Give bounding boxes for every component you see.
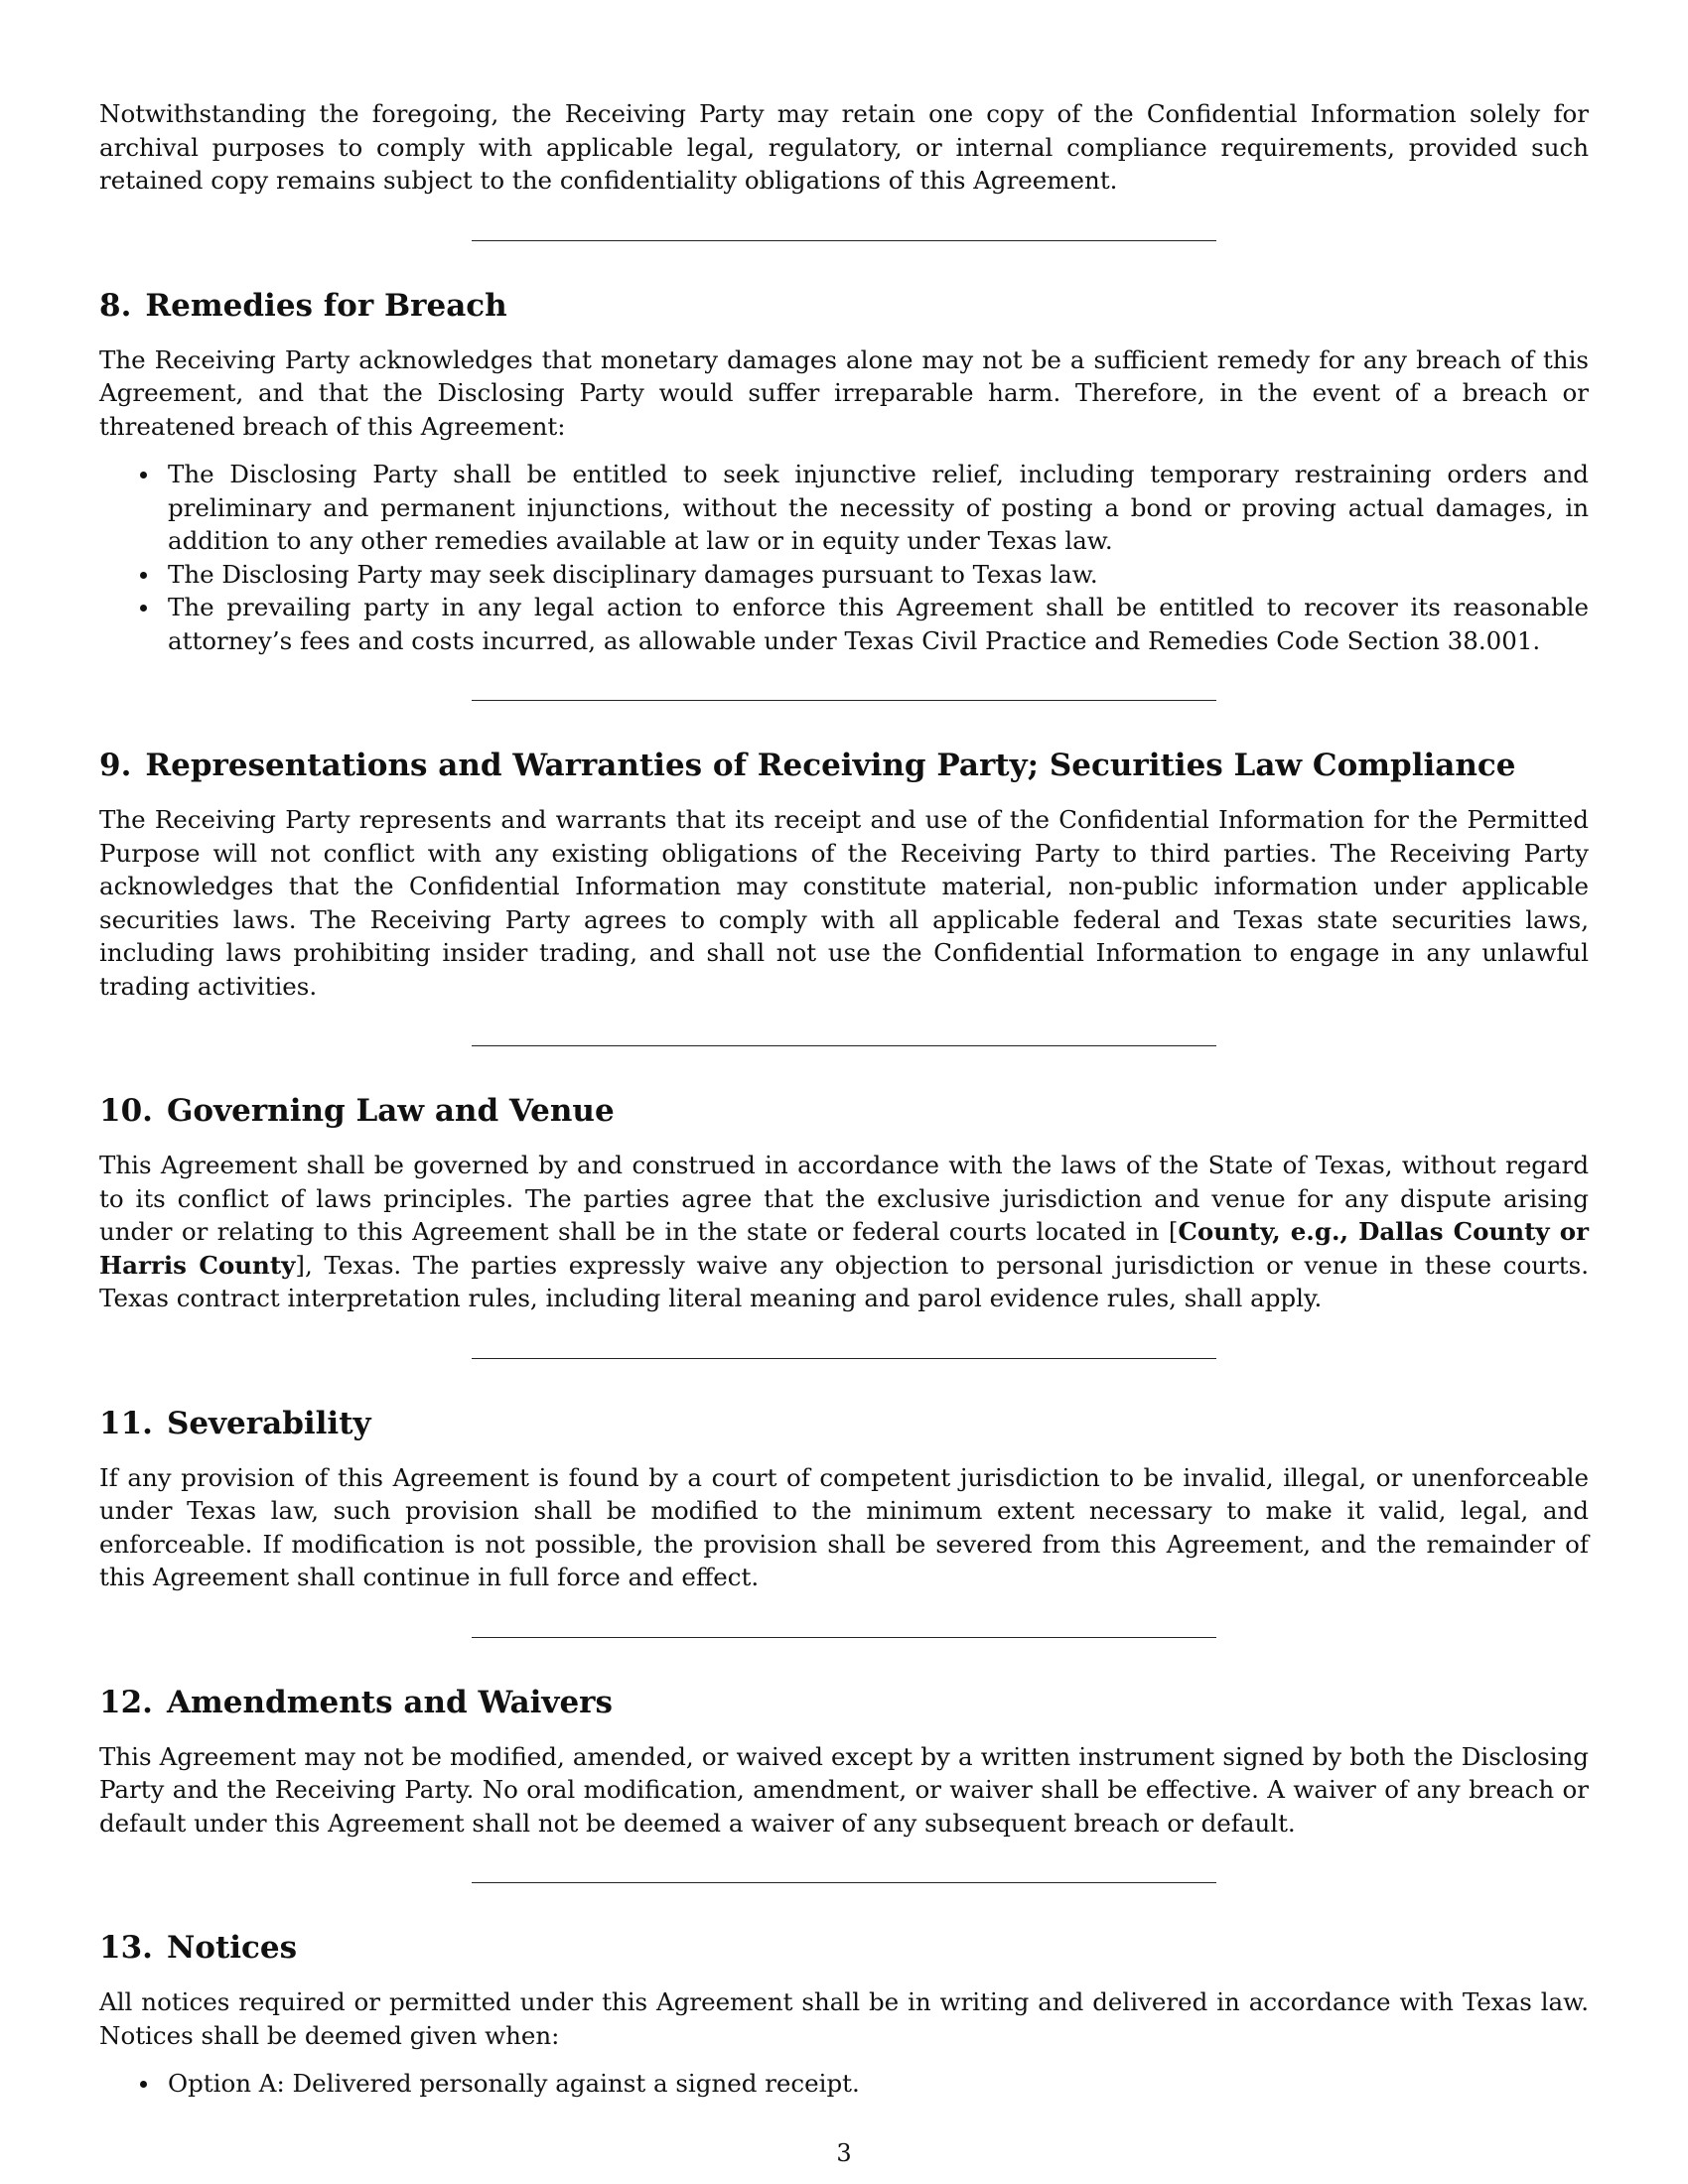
page-number: 3 <box>836 2139 852 2167</box>
section-heading <box>99 1928 1589 1968</box>
section-title: Representations and Warranties of Receiving Party; Securities Law Compliance <box>145 748 1516 783</box>
section-number: 13. <box>99 1930 153 1966</box>
section-divider <box>472 1637 1216 1638</box>
section-heading <box>99 1404 1589 1443</box>
section-body: This Agreement may not be modified, amended, or waived except by a written instrument signed by both the Disclosing Party and the Receiving Party. No oral modification, amendment, or waiver shall be effective. A waiver of any breach or default under this Agreement shall not be deemed a waiver of any subsequent breach or default. <box>99 1741 1589 1838</box>
section-number: 11. <box>99 1405 153 1441</box>
section-number: 12. <box>99 1684 153 1720</box>
section-body: All notices required or permitted under this Agreement shall be in writing and delivered in accordance with Texas law. Notices shall be deemed given when: <box>99 1987 1589 2050</box>
intro-paragraph: Notwithstanding the foregoing, the Receiving Party may retain one copy of the Confidential Information solely for archival purposes to comply with applicable legal, regulatory, or internal compliance requirements, provided such retained copy remains subject to the confidentiality obligations of this Agreement. <box>99 99 1589 195</box>
section-heading <box>99 1683 1589 1722</box>
section-title: Amendments and Waivers <box>166 1684 613 1720</box>
section-heading <box>99 1091 1589 1131</box>
section-body: The Receiving Party represents and warrants that its receipt and use of the Confidential Information for the Permitted Purpose will not conflict with any existing obligations of the Receiving Party to third parties. The Receiving Party acknowledges that the Confidential Information may constitute material, non-public information under applicable securities laws. The Receiving Party agrees to comply with all applicable federal and Texas state securities laws, including laws prohibiting insider trading, and shall not use the Confidential Information to engage in any unlawful trading activities. <box>99 805 1589 1001</box>
section-13-notices <box>99 1928 1589 2101</box>
document-page <box>99 97 1589 2101</box>
bullet-list <box>99 458 1589 657</box>
section-divider <box>472 1358 1216 1359</box>
section-body: If any provision of this Agreement is found by a court of competent jurisdiction to be invalid, illegal, or unenforceable under Texas law, such provision shall be modified to the minimum extent necessary to make it valid, legal, and enforceable. If modification is not possible, the provision shall be severed from this Agreement, and the remainder of this Agreement shall continue in full force and effect. <box>99 1462 1589 1591</box>
section-8-remedies <box>99 286 1589 658</box>
section-number: 8. <box>99 287 132 324</box>
section-divider <box>472 240 1216 241</box>
section-body <box>99 1149 1589 1315</box>
section-divider <box>472 1045 1216 1046</box>
list-item: The prevailing party in any legal action to enforce this Agreement shall be entitled to recover its reasonable attorney’s fees and costs incurred, as allowable under Texas Civil Practice and Remedies Code Section 38.001. <box>99 591 1589 657</box>
section-divider <box>472 1882 1216 1883</box>
section-number: 10. <box>99 1093 153 1129</box>
section-11-severability <box>99 1404 1589 1594</box>
list-item: Option A: Delivered personally against a signed receipt. <box>99 2067 1589 2101</box>
body-text-after: ], Texas. The parties expressly waive any objection to personal jurisdiction or venue in these courts. Texas contract interpretation rules, including literal meaning and parol evidence rules, shall apply. <box>99 1250 1589 1312</box>
section-10-governing-law <box>99 1091 1589 1315</box>
section-title: Notices <box>166 1930 298 1966</box>
section-12-amendments <box>99 1683 1589 1841</box>
section-heading <box>99 286 1589 326</box>
section-9-representations <box>99 746 1589 1003</box>
body-text-before: This Agreement shall be governed by and construed in accordance with the laws of the State of Texas, without regard to its conflict of laws principles. The parties agree that the exclusive jurisdiction and venue for any dispute arising under or relating to this Agreement shall be in the state or federal courts located in [ <box>99 1151 1589 1246</box>
county-placeholder: County, e.g., Dallas County or Harris County <box>99 1217 1589 1280</box>
section-title: Severability <box>166 1405 371 1441</box>
list-item: The Disclosing Party shall be entitled to seek injunctive relief, including temporary restraining orders and preliminary and permanent injunctions, without the necessity of posting a bond or proving actual damages, in addition to any other remedies available at law or in equity under Texas law. <box>99 458 1589 558</box>
section-body: The Receiving Party acknowledges that monetary damages alone may not be a sufficient remedy for any breach of this Agreement, and that the Disclosing Party would suffer irreparable harm. Therefore, in the event of a breach or threatened breach of this Agreement: <box>99 344 1589 441</box>
list-item: The Disclosing Party may seek disciplinary damages pursuant to Texas law. <box>99 558 1589 592</box>
section-divider <box>472 700 1216 701</box>
section-title: Remedies for Breach <box>145 287 507 324</box>
section-heading <box>99 746 1589 785</box>
section-number: 9. <box>99 748 132 783</box>
bullet-list <box>99 2067 1589 2101</box>
section-title: Governing Law and Venue <box>166 1093 615 1129</box>
